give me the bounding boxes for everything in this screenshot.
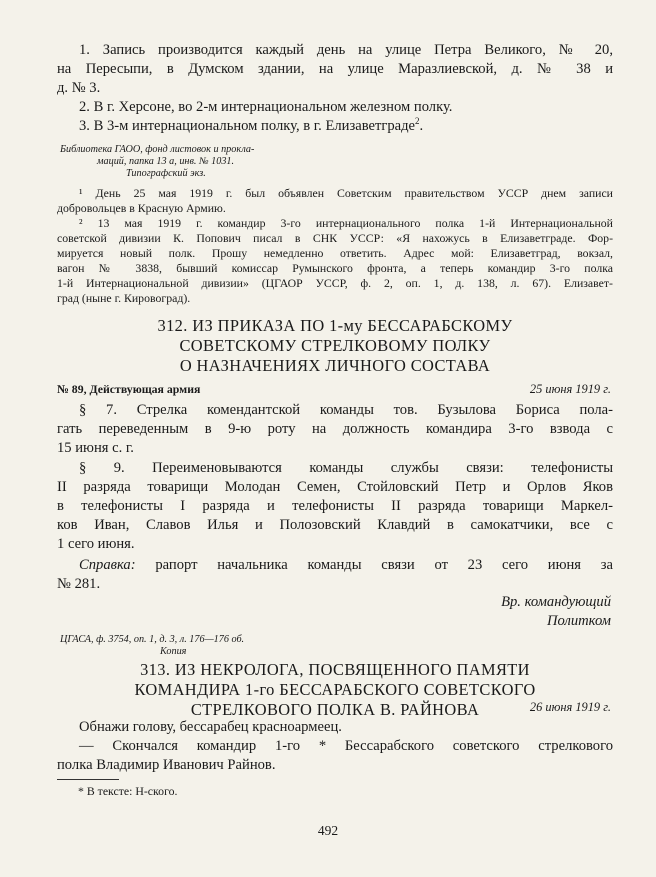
doc312-signature (311, 593, 611, 631)
doc313-heading-line3: СТРЕЛКОВОГО ПОЛКА В. РАЙНОВА (190, 700, 480, 719)
doc312-date: 25 июня 1919 г. (529, 382, 611, 396)
item2: 2. В г. Херсоне, во 2-м интернациональном железном полку. (79, 99, 453, 115)
doc313-footnote: * В тексте: Н-ского. (78, 784, 178, 798)
doc312-heading (57, 316, 613, 376)
par9-line4: ков Иван, Славов Илья и Полозовский Клавдий в самокатчики, все с (57, 517, 613, 533)
fn1-line2: добровольцев в Красную Армию. (57, 201, 226, 215)
item1-line1: 1. Запись производится каждый день на улице Петра Великого, № 20, (79, 42, 613, 58)
doc312-source-line1: ЦГАСА, ф. 3754, оп. 1, д. 3, л. 176—176 об. (60, 634, 245, 645)
archive-source-1 (60, 144, 300, 180)
item3-end: . (419, 118, 424, 134)
doc313-heading-line2: КОМАНДИРА 1-го БЕССАРАБСКОГО СОВЕТСКОГО (134, 680, 536, 699)
item3 (57, 117, 613, 136)
fn1-line1: ¹ День 25 мая 1919 г. был объявлен Советским правительством УССР днем записи (79, 186, 613, 200)
doc313-heading-line1: 313. ИЗ НЕКРОЛОГА, ПОСВЯЩЕННОГО ПАМЯТИ (140, 660, 530, 679)
signature-line1: Вр. командующий (501, 594, 611, 610)
fn2-line1: ² 13 мая 1919 г. командир 3-го интернационального полка 1-й Интернациональной (79, 216, 613, 230)
par9-line1: § 9. Переименовываются команды службы связи: телефонисты (79, 460, 613, 476)
item3-text: 3. В 3-м интернациональном полку, в г. Елизаветграде (79, 118, 416, 134)
reference-line2: № 281. (57, 576, 101, 592)
item1-line2: на Пересыпи, в Думском здании, на улице Маразлиевской, д. № 38 и (57, 61, 613, 77)
doc312-order-number: № 89, Действующая армия (57, 382, 201, 396)
doc312-archive-source (60, 634, 320, 658)
fn2-line3: мируется новый полк. Прошу немедленно ответить. Адрес мой: Елизаветград, вокзал, (57, 246, 613, 260)
item1-line3: д. № 3. (57, 80, 101, 96)
par9-line3: в телефонисты I разряда и телефонисты II разряда товарищи Маркел- (57, 498, 613, 514)
par9-line5: 1 сего июня. (57, 536, 135, 552)
footnote-divider (57, 779, 119, 780)
par7-line3: 15 июня с. г. (57, 440, 134, 456)
par9-line2: II разряда товарищи Молодан Семен, Стойловский Петр и Орлов Яков (57, 479, 613, 495)
reference-line1 (57, 556, 613, 575)
par7-line2: гать переведенным в 9-ю роту на должность командира 3-го взвода с (57, 421, 613, 437)
source1-line2: маций, папка 13 а, инв. № 1031. (97, 156, 235, 167)
doc312-source-line2: Копия (160, 646, 187, 657)
page-number: 492 (317, 823, 339, 838)
doc313-par-line1: — Скончался командир 1-го * Бессарабского советского стрелкового (79, 738, 613, 754)
fn2-line2: советской дивизии К. Попович писал в СНК УССР: «Я нахожусь в Елизаветграде. Фор- (57, 231, 613, 245)
doc313-text (57, 718, 613, 775)
fn2-line4: вагон № 3838, бывший комиссар Румынского фронта, а теперь командир 3-го полка (57, 261, 613, 275)
source1-line1: Библиотека ГАОО, фонд листовок и прокла- (60, 144, 255, 155)
signature-line2: Политком (547, 613, 611, 629)
source1-line3: Типографский экз. (126, 168, 206, 179)
doc312-heading-line2: СОВЕТСКОМУ СТРЕЛКОВОМУ ПОЛКУ (179, 336, 491, 355)
doc313-date: 26 июня 1919 г. (529, 700, 611, 714)
doc312-paragraph-7 (57, 401, 613, 458)
doc312-heading-line3: О НАЗНАЧЕНИЯХ ЛИЧНОГО СОСТАВА (179, 356, 491, 375)
fn2-line5: 1-й Интернациональной дивизии» (ЦГАОР УССР, ф. 2, оп. 1, д. 138, л. 67). Елизавет- (57, 276, 613, 290)
enrollment-list (57, 41, 613, 136)
doc312-heading-line1: 312. ИЗ ПРИКАЗА ПО 1-му БЕССАРАБСКОМУ (157, 316, 513, 335)
par7-line1: § 7. Стрелка комендантской команды тов. Бузылова Бориса пола- (79, 402, 613, 418)
fn2-line6: град (ныне г. Кировоград). (57, 291, 191, 305)
doc313-par-line2: полка Владимир Иванович Райнов. (57, 757, 276, 773)
item3-footnote-ref: 2 (415, 116, 420, 127)
reference-text: рапорт начальника команды связи от 23 сего июня за (135, 557, 613, 573)
doc313-line1: Обнажи голову, бессарабец красноармеец. (79, 719, 342, 735)
footnotes (57, 186, 613, 306)
doc312-reference (57, 556, 613, 594)
doc312-paragraph-9 (57, 459, 613, 554)
reference-label: Справка: (79, 557, 136, 573)
